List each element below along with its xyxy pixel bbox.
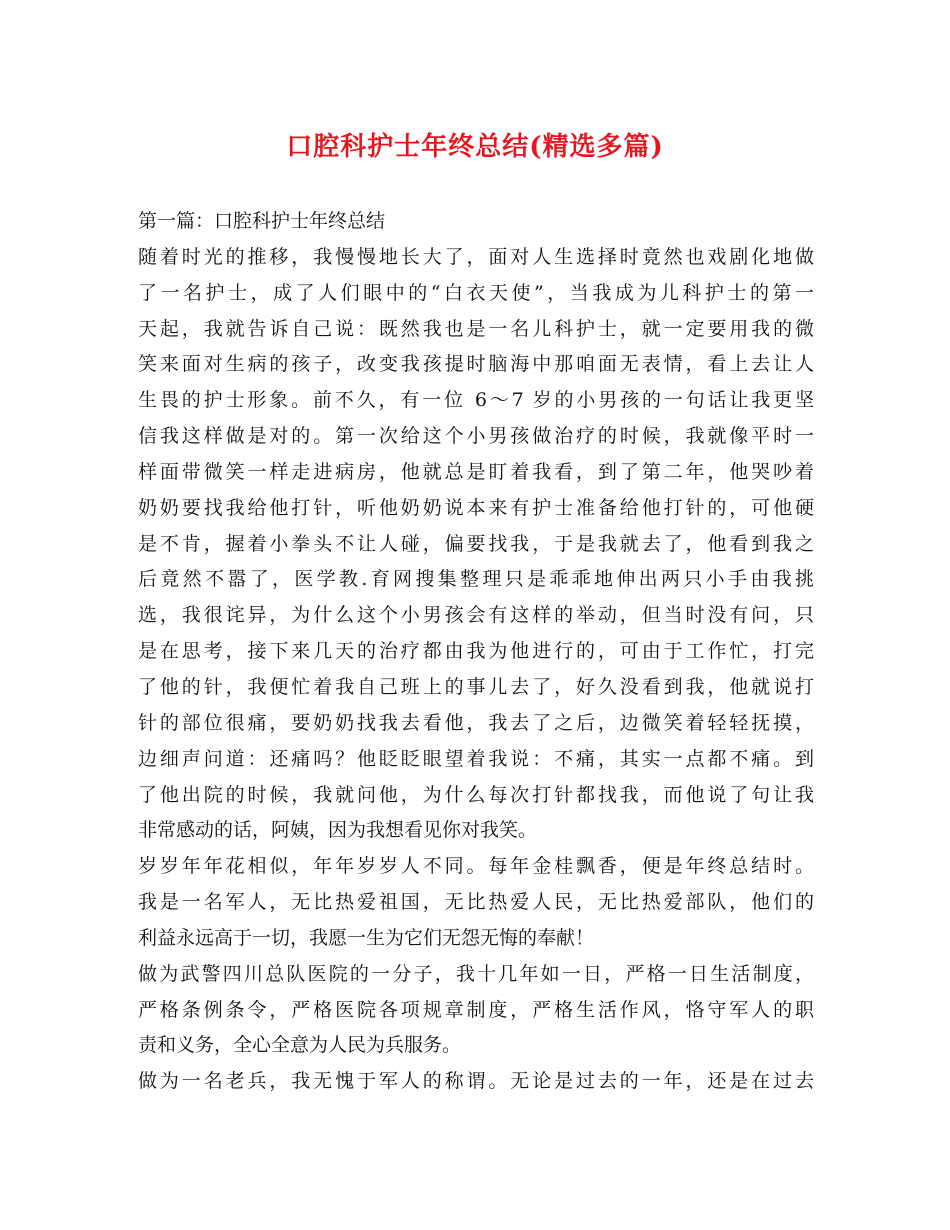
text-line: 针的部位很痛，要奶奶找我去看他，我去了之后，边微笑着轻轻抚摸， [138,711,814,734]
text-line: 是在思考，接下来几天的治疗都由我为他进行的，可由于工作忙，打完 [138,640,814,663]
text-line: 生畏的护士形象。前不久，有一位 6～7 岁的小男孩的一句话让我更坚 [138,389,814,412]
text-line: 样面带微笑一样走进病房，他就总是盯着我看，到了第二年，他哭吵着 [138,460,814,483]
text-line: 天起，我就告诉自己说：既然我也是一名儿科护士，就一定要用我的微 [138,317,814,340]
text-line: 选，我很诧异，为什么这个小男孩会有这样的举动，但当时没有问，只 [138,604,814,627]
text-line: 第一篇：口腔科护士年终总结 [138,210,386,232]
text-line: 做为武警四川总队医院的一分子，我十几年如一日，严格一日生活制度， [138,962,814,985]
text-line: 利益永远高于一切，我愿一生为它们无怨无悔的奉献！ [138,926,595,949]
document-title: 口腔科护士年终总结(精选多篇) [286,132,664,162]
text-line: 非常感动的话，阿姨，因为我想看见你对我笑。 [138,819,538,842]
text-line: 岁岁年年花相似，年年岁岁人不同。每年金桂飘香，便是年终总结时。 [138,855,814,878]
text-line: 我是一名军人，无比热爱祖国，无比热爱人民，无比热爱部队，他们的 [138,891,814,914]
text-line: 了一名护士，成了人们眼中的“白衣天使”，当我成为儿科护士的第一 [138,281,814,304]
text-line: 责和义务，全心全意为人民为兵服务。 [138,1034,462,1057]
text-line: 随着时光的推移，我慢慢地长大了，面对人生选择时竟然也戏剧化地做 [138,245,814,268]
text-line: 做为一名老兵，我无愧于军人的称谓。无论是过去的一年，还是在过去 [138,1070,814,1093]
text-line: 笑来面对生病的孩子，改变我孩提时脑海中那咱面无表情，看上去让人 [138,353,814,376]
document-body [138,204,814,1100]
text-line: 信我这样做是对的。第一次给这个小男孩做治疗的时候，我就像平时一 [138,425,814,448]
text-line: 了他的针，我便忙着我自己班上的事儿去了，好久没看到我，他就说打 [138,675,814,698]
text-line: 是不肯，握着小拳头不让人碰，偏要找我，于是我就去了，他看到我之 [138,532,814,555]
text-line: 后竟然不嚣了，医学教.育网搜集整理只是乖乖地伸出两只小手由我挑 [138,568,814,591]
text-line: 奶奶要找我给他打针，听他奶奶说本来有护士准备给他打针的，可他硬 [138,496,814,519]
text-line: 边细声问道：还痛吗？他眨眨眼望着我说：不痛，其实一点都不痛。到 [138,747,814,770]
text-line: 了他出院的时候，我就问他，为什么每次打针都找我，而他说了句让我 [138,783,814,806]
text-line: 严格条例条令，严格医院各项规章制度，严格生活作风，恪守军人的职 [138,998,814,1021]
